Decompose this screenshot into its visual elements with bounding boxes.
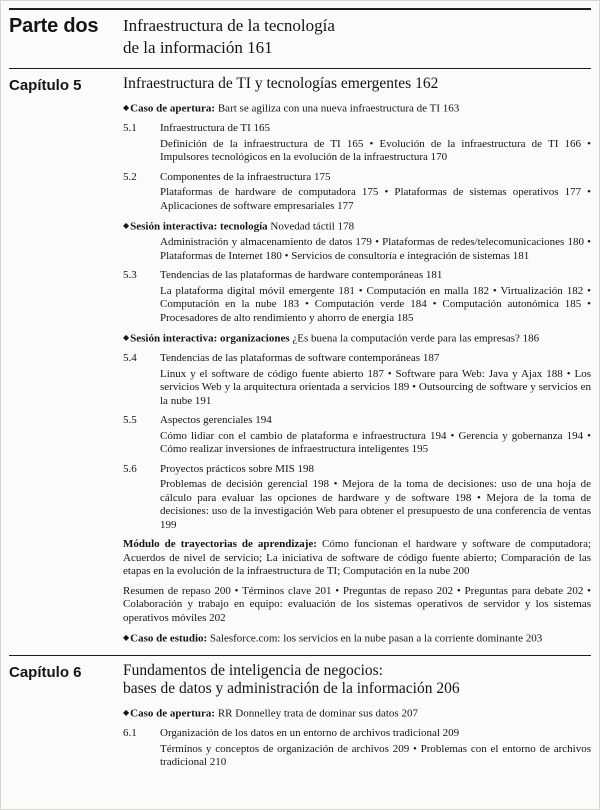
section-6-1-head xyxy=(123,727,591,741)
diamond-bullet-icon: ◆ xyxy=(123,221,130,230)
part-label: Parte dos xyxy=(9,15,99,37)
part-title xyxy=(123,15,591,59)
section-5-3 xyxy=(123,269,591,325)
session-label: Sesión interactiva: organizaciones xyxy=(130,332,290,345)
learning-tracks-label: Módulo de trayectorias de aprendizaje: xyxy=(123,538,317,550)
opening-case-text: Bart se agiliza con una nueva infraestructura de TI 163 xyxy=(217,102,460,115)
case-study-text: Salesforce.com: los servicios en la nube pasan a la corriente dominante 203 xyxy=(209,632,543,645)
section-5-4-detail: Linux y el software de código fuente abierto 187 • Software para Web: Java y Ajax 188 • Los servicios Web y la arquitectura orientada a servicios 189 • Outsourcing de software y servicios en la nube 191 xyxy=(160,367,591,407)
interactive-session-technology xyxy=(123,219,591,263)
section-title: Tendencias de las plataformas de software contemporáneas 187 xyxy=(160,352,440,364)
part-header xyxy=(9,10,591,68)
session-label: Sesión interactiva: tecnología xyxy=(130,220,268,233)
section-title: Infraestructura de TI 165 xyxy=(160,122,271,134)
chapter-6-block xyxy=(9,656,591,779)
chapter-6-title-line2: bases de datos y administración de la información 206 xyxy=(123,680,460,697)
section-5-2 xyxy=(123,171,591,214)
chapter-5-label: Capítulo 5 xyxy=(9,77,82,94)
opening-case-label: Caso de apertura: xyxy=(130,707,216,720)
section-5-6-detail: Problemas de decisión gerencial 198 • Mejora de la toma de decisiones: uso de una hoja de cálculo para evaluar las opciones de hardware y de software 198 • Mejora de la toma de decisiones: uso de la investigación Web para obtener el presupuesto de una conferencia de ventas 199 xyxy=(160,478,591,531)
section-title: Componentes de la infraestructura 175 xyxy=(160,170,331,183)
part-title-line2: de la información 161 xyxy=(123,38,273,57)
session-text: ¿Es buena la computación verde para las empresas? 186 xyxy=(292,332,540,345)
opening-case-text: RR Donnelley trata de dominar sus datos 207 xyxy=(217,707,418,720)
session-text: Novedad táctil 178 xyxy=(270,220,355,233)
chapter-5-title: Infraestructura de TI y tecnologías emergentes 162 xyxy=(123,75,439,92)
section-title: Tendencias de las plataformas de hardware contemporáneas 181 xyxy=(160,269,443,281)
opening-case-label: Caso de apertura: xyxy=(130,102,216,115)
section-title: Proyectos prácticos sobre MIS 198 xyxy=(160,462,314,475)
diamond-bullet-icon: ◆ xyxy=(123,333,130,342)
section-5-5 xyxy=(123,414,591,457)
chapter-5-block xyxy=(9,69,591,655)
chapter-6-title-line1: Fundamentos de inteligencia de negocios: xyxy=(123,662,383,679)
section-5-1 xyxy=(123,122,591,165)
review-summary: Resumen de repaso 200 • Términos clave 201 • Preguntas de repaso 202 • Preguntas para debate 202 • Colaboración y trabajo en equipo: evaluación de los sistemas operativos de servidor y los sistemas operativos móviles 202 xyxy=(123,584,591,624)
case-study-label: Caso de estudio: xyxy=(130,632,208,645)
section-5-1-head xyxy=(123,122,591,136)
section-title: Organización de los datos en un entorno de archivos tradicional 209 xyxy=(160,727,460,739)
chapter-6-title xyxy=(123,662,591,698)
section-5-5-detail: Cómo lidiar con el cambio de plataforma e infraestructura 194 • Gerencia y gobernanza 194 • Cómo realizar inversiones de infraestructura inteligentes 195 xyxy=(160,429,591,455)
section-number: 5.2 xyxy=(123,170,137,183)
section-5-3-detail: La plataforma digital móvil emergente 181 • Computación en malla 182 • Virtualización 182 • Computación en la nube 183 • Computación verde 184 • Computación autonómica 185 • Procesadores de alto rendimiento y ahorro de energía 185 xyxy=(160,284,591,324)
opening-case-ch5 xyxy=(123,101,591,116)
section-5-2-head xyxy=(123,171,591,185)
section-number: 6.1 xyxy=(123,727,137,739)
section-title: Aspectos gerenciales 194 xyxy=(160,414,272,426)
section-5-1-detail: Definición de la infraestructura de TI 165 • Evolución de la infraestructura de TI 166 • Impulsores tecnológicos en la evolución de la infraestructura 170 xyxy=(160,137,591,163)
interactive-session-technology-head xyxy=(123,219,591,234)
section-5-6 xyxy=(123,463,591,533)
diamond-bullet-icon: ◆ xyxy=(123,633,130,642)
diamond-bullet-icon: ◆ xyxy=(123,708,130,717)
section-number: 5.4 xyxy=(123,352,137,364)
section-5-4-head xyxy=(123,352,591,366)
learning-tracks-module xyxy=(123,538,591,579)
case-study-ch5 xyxy=(123,631,591,646)
section-number: 5.5 xyxy=(123,414,137,426)
chapter-6-label: Capítulo 6 xyxy=(9,664,82,681)
learning-tracks-text: Cómo funcionan el hardware y software de computadora; Acuerdos de nivel de servicio; La iniciativa de software de código fuente abierto; Comparación de las etapas en la evolución de la infraestructura de TI; Computación en la nube 200 xyxy=(123,538,592,577)
section-5-2-detail: Plataformas de hardware de computadora 175 • Plataformas de sistemas operativos 177 • Aplicaciones de software empresariales 177 xyxy=(160,186,591,212)
interactive-session-technology-detail: Administración y almacenamiento de datos 179 • Plataformas de redes/telecomunicaciones 180 • Plataformas de Internet 180 • Servicios de consultoría e integración de sistemas 181 xyxy=(160,236,591,262)
interactive-session-organizations xyxy=(123,331,591,346)
section-6-1 xyxy=(123,727,591,770)
section-5-6-head xyxy=(123,463,591,477)
part-title-line1: Infraestructura de la tecnología xyxy=(123,16,335,35)
section-number: 5.3 xyxy=(123,269,137,281)
opening-case-ch6 xyxy=(123,706,591,721)
section-number: 5.1 xyxy=(123,122,137,134)
section-5-4 xyxy=(123,352,591,408)
section-number: 5.6 xyxy=(123,462,137,475)
section-6-1-detail: Términos y conceptos de organización de archivos 209 • Problemas con el entorno de archivos tradicional 210 xyxy=(160,742,591,768)
section-5-3-head xyxy=(123,269,591,283)
diamond-bullet-icon: ◆ xyxy=(123,103,130,112)
section-5-5-head xyxy=(123,414,591,428)
